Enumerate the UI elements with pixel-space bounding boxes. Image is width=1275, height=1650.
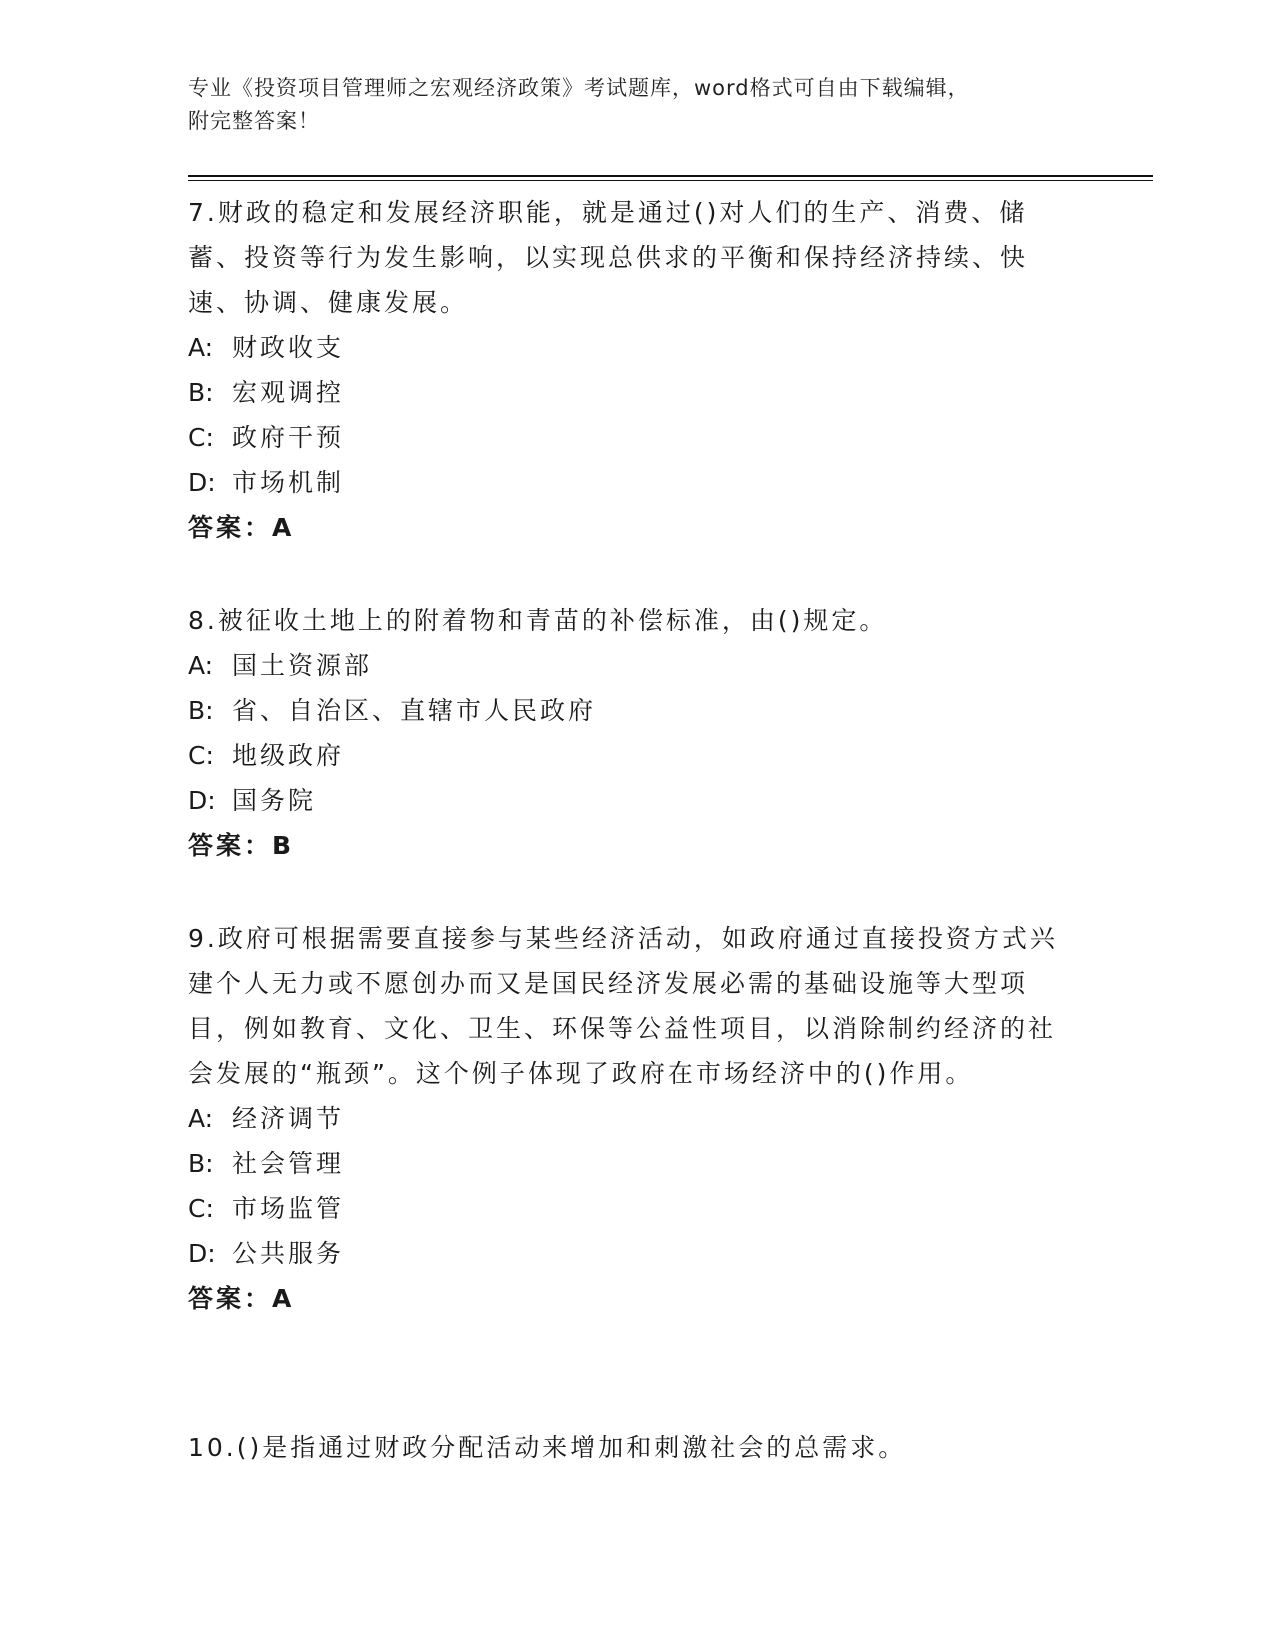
option-b (188, 370, 1058, 415)
option-a (188, 1096, 1058, 1141)
question-stem: 7.财政的稳定和发展经济职能，就是通过()对人们的生产、消费、储蓄、投资等行为发生影响，以实现总供求的平衡和保持经济持续、快速、协调、健康发展。 (188, 198, 1029, 317)
option-text: 省、自治区、直辖市人民政府 (232, 696, 597, 725)
question-7 (188, 190, 1058, 550)
option-text: 经济调节 (232, 1104, 345, 1133)
option-key: D: (188, 786, 216, 815)
option-c (188, 1186, 1058, 1231)
option-text: 宏观调控 (232, 378, 345, 407)
header-line-1: 专业《投资项目管理师之宏观经济政策》考试题库，word格式可自由下载编辑， (188, 76, 970, 100)
option-b (188, 688, 1058, 733)
option-b (188, 1141, 1058, 1186)
option-key: C: (188, 741, 214, 770)
option-d (188, 460, 1058, 505)
option-key: C: (188, 423, 214, 452)
option-a (188, 643, 1058, 688)
option-d (188, 778, 1058, 823)
answer-line: 答案：A (188, 1284, 295, 1313)
answer-line: 答案：A (188, 513, 295, 542)
question-9 (188, 916, 1058, 1321)
option-text: 公共服务 (232, 1239, 345, 1268)
document-header (188, 72, 1068, 138)
option-text: 市场监管 (232, 1194, 345, 1223)
option-key: A: (188, 333, 214, 362)
question-8 (188, 598, 1058, 868)
option-key: B: (188, 696, 214, 725)
option-text: 政府干预 (232, 423, 345, 452)
header-line-2: 附完整答案！ (188, 109, 320, 133)
question-stem: 8.被征收土地上的附着物和青苗的补偿标准，由()规定。 (188, 606, 888, 635)
option-a (188, 325, 1058, 370)
option-key: A: (188, 651, 214, 680)
option-d (188, 1231, 1058, 1276)
option-key: B: (188, 1149, 214, 1178)
question-stem: 9.政府可根据需要直接参与某些经济活动，如政府通过直接投资方式兴建个人无力或不愿创办而又是国民经济发展必需的基础设施等大型项目，例如教育、文化、卫生、环保等公益性项目，以消除制约经济的社会发展的“瓶颈”。这个例子体现了政府在市场经济中的()作用。 (188, 924, 1058, 1088)
option-key: C: (188, 1194, 214, 1223)
question-stem: 10.()是指通过财政分配活动来增加和刺激社会的总需求。 (188, 1433, 907, 1462)
option-c (188, 415, 1058, 460)
option-text: 市场机制 (232, 468, 345, 497)
option-key: D: (188, 468, 216, 497)
option-key: A: (188, 1104, 214, 1133)
option-c (188, 733, 1058, 778)
header-divider-thin (188, 180, 1153, 181)
answer-line: 答案：B (188, 831, 295, 860)
option-key: B: (188, 378, 214, 407)
option-text: 地级政府 (232, 741, 345, 770)
option-text: 国土资源部 (232, 651, 373, 680)
option-text: 社会管理 (232, 1149, 345, 1178)
option-text: 国务院 (232, 786, 317, 815)
option-key: D: (188, 1239, 216, 1268)
header-divider-thick (188, 175, 1153, 177)
option-text: 财政收支 (232, 333, 345, 362)
question-10 (188, 1425, 1058, 1470)
